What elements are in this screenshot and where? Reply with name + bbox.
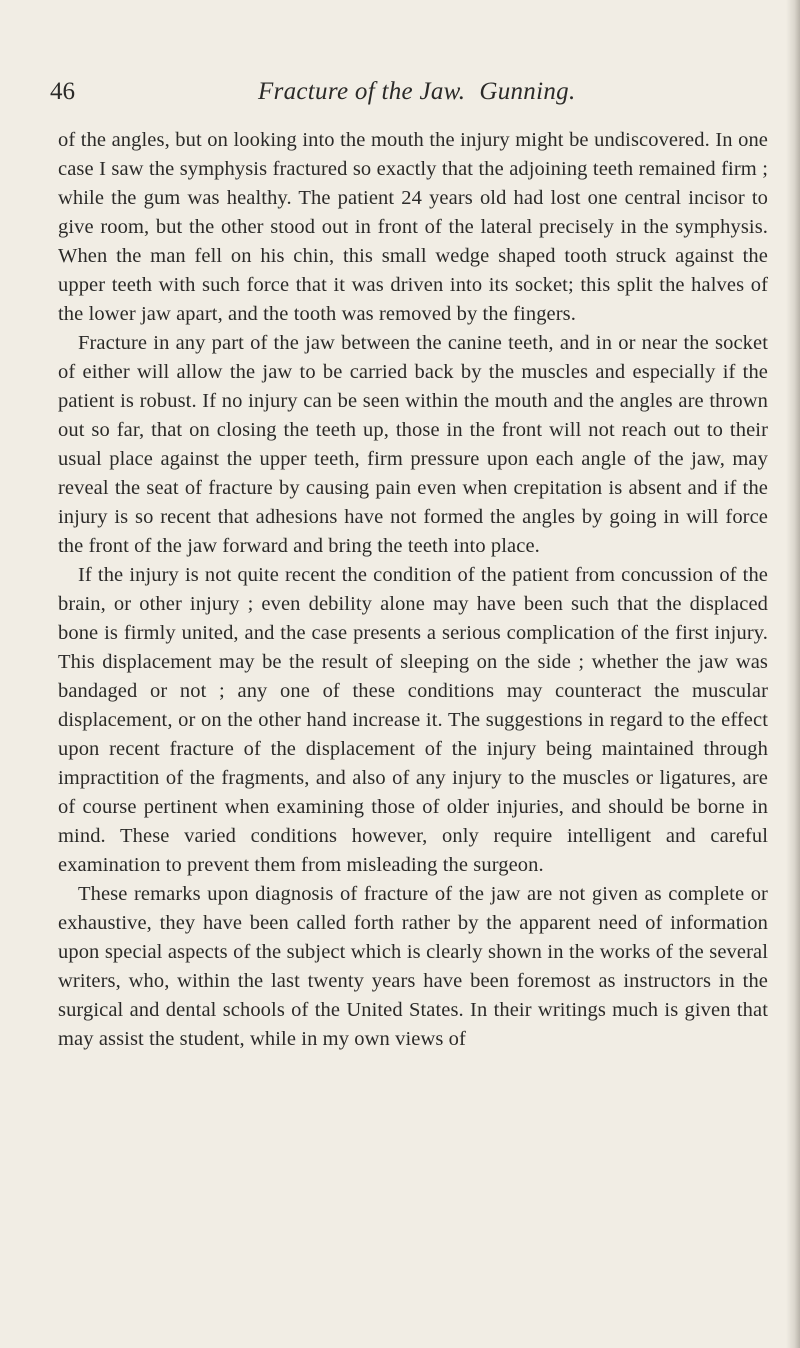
page-number: 46 xyxy=(50,78,75,105)
running-title-author: Gunning. xyxy=(479,78,576,105)
body-text xyxy=(58,126,768,1054)
paragraph-1: of the angles, but on looking into the mouth the injury might be undiscovered. In one case I saw the symphysis fractured so exactly that the adjoining teeth remained firm ; while the gum was healthy. The patient 24 years old had lost one central incisor to give room, but the other stood out in front of the lateral precisely in the symphysis. When the man fell on his chin, this small wedge shaped tooth struck against the upper teeth with such force that it was driven into its socket; this split the halves of the lower jaw apart, and the tooth was removed by the fingers. xyxy=(58,129,768,325)
paragraph-2: Fracture in any part of the jaw between the canine teeth, and in or near the socket of either will allow the jaw to be carried back by the muscles and especially if the patient is robust. If no injury can be seen within the mouth and the angles are thrown out so far, that on closing the teeth up, those in the front will not reach out to their usual place against the upper teeth, firm pressure upon each angle of the jaw, may reveal the seat of fracture by causing pain even when crepitation is absent and if the injury is so recent that adhesions have not formed the angles by going in will force the front of the jaw forward and bring the teeth into place. xyxy=(58,332,768,557)
running-title xyxy=(258,72,576,112)
running-title-main: Fracture of the Jaw. xyxy=(258,78,466,105)
paragraph-4: These remarks upon diagnosis of fracture of the jaw are not given as complete or exhaustive, they have been called forth rather by the apparent need of information upon special aspects of the subject which is clearly shown in the works of the several writers, who, within the last twenty years have been foremost as instructors in the surgical and dental schools of the United States. In their writings much is given that may assist the student, while in my own views of xyxy=(58,883,768,1050)
paragraph-3: If the injury is not quite recent the condition of the patient from concussion of the brain, or other injury ; even debility alone may have been such that the displaced bone is firmly united, and the case presents a serious complication of the first injury. This displacement may be the result of sleeping on the side ; whether the jaw was bandaged or not ; any one of these conditions may counteract the muscular displacement, or on the other hand increase it. The suggestions in regard to the effect upon recent fracture of the displacement of the injury being maintained through impractition of the fragments, and also of any injury to the muscles or ligatures, are of course pertinent when examining those of older injuries, and should be borne in mind. These varied conditions however, only require intelligent and careful examination to prevent them from misleading the surgeon. xyxy=(58,564,768,876)
page-edge-shadow xyxy=(786,0,800,1348)
running-head xyxy=(50,72,770,112)
